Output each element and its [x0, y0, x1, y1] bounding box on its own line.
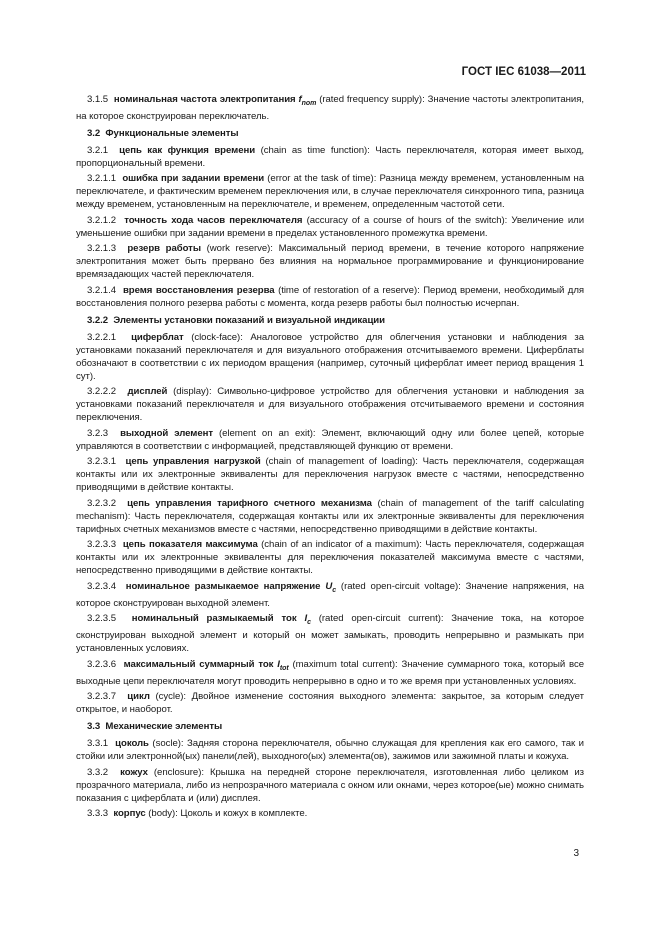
symbol-subscript: nom — [301, 99, 317, 107]
symbol-subscript: tot — [279, 664, 289, 672]
clause-number: 3.2.3.5 — [87, 613, 116, 625]
definition-paragraph — [76, 455, 584, 494]
definition-paragraph — [76, 580, 584, 610]
definition-text: (body): Цоколь и кожух в комплекте. — [145, 808, 308, 820]
term: цепь управления нагрузкой — [125, 456, 261, 468]
term: циферблат — [131, 331, 184, 343]
definition-text: (rated open-circuit voltage): Значение напряжения, на которое сконструирован выходной элемент. — [76, 580, 584, 609]
term: номинальное размыкаемое напряжение — [125, 580, 321, 592]
clause-number: 3.2.2.1 — [87, 331, 116, 343]
section-heading — [76, 720, 584, 733]
term: дисплей — [127, 386, 168, 398]
clause-number: 3.2.3.2 — [87, 497, 116, 509]
clause-number: 3.3.1 — [87, 738, 109, 750]
symbol-letter: f — [298, 94, 302, 105]
definition-paragraph — [76, 93, 584, 123]
term-symbol — [325, 581, 336, 592]
term: корпус — [113, 808, 146, 820]
definition-text: (chain of management of loading): Часть переключателя, содержащая контакты или их электронные эквиваленты для переключения нагрузок вместе с частями, непосредственно приводящими в действие контакты. — [76, 456, 585, 494]
term: цепь управления тарифного счетного механизма — [127, 497, 372, 509]
definition-text: (rated open-circuit current): Значение тока, на которое сконструирован выходной элемент и который он может замыкать, проводить непрерывно и размыкать при установленных условиях. — [76, 613, 585, 655]
definition-paragraph — [76, 427, 584, 453]
definition-text: (socle): Задняя сторона переключателя, обычно служащая для крепления как его самого, так и стойки или электронной(ых) панели(лей), выходного(ых) элемента(ов), зажимов или зажимной платы и кожуха. — [76, 738, 584, 763]
definition-text: (element on an exit): Элемент, включающий одну или более цепей, которые управляются в соответствии с информацией, представляющей функцию от времени. — [76, 427, 585, 452]
term: номинальный размыкаемый ток — [131, 613, 297, 625]
definition-paragraph — [76, 284, 584, 310]
definition-text: (chain as time function): Часть переключателя, которая имеет выход, пропорциональный времени. — [76, 144, 584, 169]
definition-text: (accuracy of a course of hours of the switch): Увеличение или уменьшение ошибки при задании времени в пределах установленного промежутка времени. — [76, 214, 585, 239]
definition-paragraph — [76, 497, 584, 536]
term: выходной элемент — [120, 427, 214, 439]
section-title: Механические элементы — [105, 721, 223, 733]
clause-number: 3.2.3.1 — [87, 456, 116, 468]
definition-paragraph — [76, 612, 584, 655]
clause-number: 3.2.3.6 — [87, 658, 116, 670]
section-title: Функциональные элементы — [105, 127, 239, 139]
clause-number: 3.2.1.1 — [87, 173, 116, 185]
symbol-subscript: c — [307, 619, 311, 627]
definition-paragraph — [76, 242, 584, 281]
term: цикл — [127, 691, 150, 703]
page-number: 3 — [573, 848, 579, 859]
definition-paragraph — [76, 385, 584, 424]
document-body — [76, 93, 584, 823]
clause-number: 3.2.3.4 — [87, 580, 116, 592]
section-number: 3.2 — [87, 127, 101, 139]
definition-text: (time of restoration of a reserve): Период времени, необходимый для восстановления полного резерва работы с момента, когда резерв работы был полностью исчерпан. — [76, 284, 585, 309]
term: резерв работы — [127, 243, 201, 255]
section-title: Элементы установки показаний и визуальной индикации — [113, 314, 386, 326]
term: цепь как функция времени — [119, 144, 256, 156]
definition-paragraph — [76, 331, 584, 383]
clause-number: 3.2.3.7 — [87, 691, 116, 703]
definition-text: (maximum total current): Значение суммарного тока, который все выходные цепи переключателя могут проводить непрерывно в одно и то же время при установленных условиях. — [76, 658, 585, 687]
definition-paragraph — [76, 538, 584, 577]
definition-text: (error at the task of time): Разница между временем, установленным на переключателе, и фактическим временем переключения или, в случае переключателя синхронного типа, разница между временем, установленным на переключателе, и временем, определенным частотой сети. — [76, 173, 585, 211]
term: время восстановления резерва — [122, 284, 275, 296]
term: ошибка при задании времени — [122, 173, 265, 185]
clause-number: 3.2.1 — [87, 144, 109, 156]
term: точность хода часов переключателя — [124, 214, 303, 226]
definition-paragraph — [76, 807, 584, 820]
term: номинальная частота электропитания — [113, 94, 296, 105]
term-symbol — [299, 94, 317, 105]
clause-number: 3.2.2.2 — [87, 386, 116, 398]
definition-paragraph — [76, 737, 584, 763]
definition-paragraph — [76, 144, 584, 170]
clause-number: 3.3.3 — [87, 808, 109, 820]
term: кожух — [120, 766, 148, 778]
clause-number: 3.1.5 — [87, 94, 109, 105]
clause-number: 3.2.1.3 — [87, 243, 116, 255]
term-symbol — [277, 659, 288, 670]
clause-number: 3.3.2 — [87, 766, 109, 778]
clause-number: 3.2.3.3 — [87, 539, 116, 551]
definition-text: (enclosure): Крышка на передней стороне переключателя, изготовленная либо целиком из прозрачного материала, либо из непрозрачного материала с окном или окнами, через которое(ые) можно снимать показания с циферблата и (или) дисплея. — [76, 766, 585, 804]
definition-text: (clock-face): Аналоговое устройство для облегчения установки и наблюдения за установками показаний переключателя и для визуального отображения отсчитываемого времени. Циферблаты обозначают в соответствии с их периодом вращения (например, суточный циферблат имеет период вращения 1 сут). — [76, 331, 584, 382]
symbol-letter: I — [277, 658, 280, 670]
clause-number: 3.2.3 — [87, 427, 109, 439]
definition-paragraph — [76, 214, 584, 240]
term: максимальный суммарный ток — [123, 658, 274, 670]
section-number: 3.3 — [87, 721, 101, 733]
definition-text: (display): Символьно-цифровое устройство для облегчения установки и наблюдения за установками показаний переключателя и для визуального отображения отсчитываемого времени и состояния переключения. — [76, 386, 584, 424]
section-number: 3.2.2 — [87, 314, 109, 326]
section-heading — [76, 314, 584, 327]
definition-text: (chain of management of the tariff calculating mechanism): Часть переключателя, содержащая контакты или их электронные эквиваленты для переключения тарифных счетных механизмов вместе с частями, непосредственно приводящими в действие контакты. — [76, 497, 585, 535]
definition-paragraph — [76, 658, 584, 688]
standard-designation: ГОСТ IEC 61038—2011 — [461, 66, 586, 78]
definition-text: (work reserve): Максимальный период времени, в течение которого напряжение электропитания может быть прервано без влияния на нормальное программирование и функционирование времязадающих частей переключателя. — [76, 243, 584, 281]
definition-text: (rated frequency supply): Значение частоты электропитания, на которое сконструирован переключатель. — [76, 94, 584, 122]
section-heading — [76, 127, 584, 140]
term: цепь показателя максимума — [122, 539, 258, 551]
definition-paragraph — [76, 766, 584, 805]
clause-number: 3.2.1.4 — [87, 284, 116, 296]
definition-text: (chain of an indicator of a maximum): Часть переключателя, содержащая контакты или их электронные эквиваленты для переключения показателей максимума вместе с частями, непосредственно приводящими в действие контакты. — [76, 539, 585, 577]
clause-number: 3.2.1.2 — [87, 214, 116, 226]
symbol-letter: I — [304, 613, 308, 625]
definition-paragraph — [76, 690, 584, 716]
symbol-letter: U — [325, 580, 333, 592]
term: цоколь — [115, 738, 149, 750]
symbol-subscript: c — [332, 586, 337, 594]
definition-text: (cycle): Двойное изменение состояния выходного элемента: закрытое, за которым следует открытое, и наоборот. — [76, 691, 584, 716]
definition-paragraph — [76, 172, 584, 211]
